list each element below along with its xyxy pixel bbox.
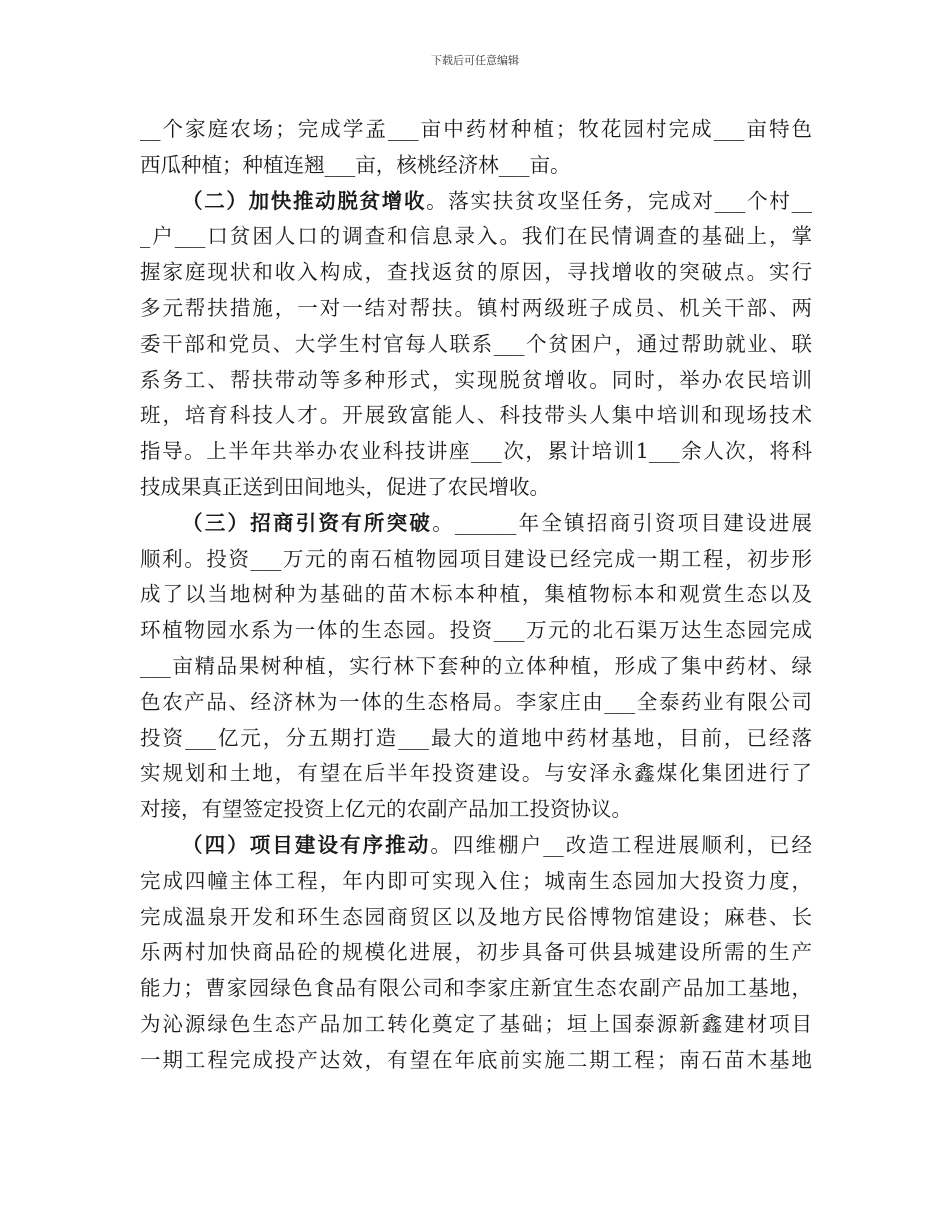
- paragraph-line: 色农产品、经济林为一体的生态格局。李家庄由___全泰药业有限公司: [140, 689, 812, 714]
- section-heading: （四）项目建设有序推动: [182, 832, 431, 857]
- paragraph-text: 。落实扶贫攻坚任务，完成对___个村__: [426, 188, 812, 213]
- paragraph-line: 系务工、帮扶带动等多种形式，实现脱贫增收。同时，举办农民培训: [140, 367, 812, 392]
- paragraph-line: [140, 184, 812, 220]
- page-header: 下载后可任意编辑: [431, 54, 519, 67]
- paragraph-line: 技成果真正送到田间地头，促进了农民增收。: [140, 474, 550, 499]
- paragraph-line: 乐两村加快商品砼的规模化进展，初步具备可供县城建设所需的生产: [140, 940, 812, 965]
- paragraph-line: 为沁源绿色生态产品加工转化奠定了基础；垣上国泰源新鑫建材项目: [140, 1011, 812, 1036]
- paragraph-line: ___亩精品果树种植，实行林下套种的立体种植，形成了集中药材、绿: [140, 653, 812, 678]
- paragraph-line: 顺利。投资___万元的南石植物园项目建设已经完成一期工程，初步形: [140, 546, 812, 571]
- paragraph-text: 。______年全镇招商引资项目建设进展: [432, 510, 812, 535]
- paragraph-line: 一期工程完成投产达效，有望在年底前实施二期工程；南石苗木基地: [140, 1047, 812, 1072]
- paragraph-line: 握家庭现状和收入构成，查找返贫的原因，寻找增收的突破点。实行: [140, 260, 812, 285]
- paragraph-line: 成了以当地树种为基础的苗木标本种植，集植物标本和观赏生态以及: [140, 582, 812, 607]
- paragraph-line: 环植物园水系为一体的生态园。投资___万元的北石渠万达生态园完成: [140, 618, 812, 643]
- paragraph-line: 委干部和党员、大学生村官每人联系___个贫困户，通过帮助就业、联: [140, 331, 812, 356]
- paragraph-line: 对接，有望签定投资上亿元的农副产品加工投资协议。: [140, 797, 632, 822]
- paragraph-line: 班，培育科技人才。开展致富能人、科技带头人集中培训和现场技术: [140, 403, 812, 428]
- paragraph-line: 实规划和土地，有望在后半年投资建设。与安泽永鑫煤化集团进行了: [140, 761, 812, 786]
- paragraph-text: 。四维棚户__改造工程进展顺利，已经: [430, 832, 812, 857]
- paragraph-line: __个家庭农场；完成学孟___亩中药材种植；牧花园村完成___亩特色: [140, 117, 812, 141]
- paragraph-line: 完成温泉开发和环生态园商贸区以及地方民俗博物馆建设；麻巷、长: [140, 904, 812, 929]
- paragraph-line: 多元帮扶措施，一对一结对帮扶。镇村两级班子成员、机关干部、两: [140, 295, 812, 320]
- paragraph-line: 完成四幢主体工程，年内即可实现入住；城南生态园加大投资力度，: [140, 868, 812, 893]
- section-heading: （二）加快推动脱贫增收: [182, 188, 427, 213]
- document-body: [140, 112, 812, 1079]
- paragraph-line: 能力；曹家园绿色食品有限公司和李家庄新宜生态农副产品加工基地，: [140, 976, 812, 1001]
- paragraph-line: [140, 506, 812, 542]
- paragraph-line: 指导。上半年共举办农业科技讲座___次，累计培训1___余人次，将科: [140, 439, 812, 464]
- paragraph-line: _户___口贫困人口的调查和信息录入。我们在民情调查的基础上，掌: [140, 224, 812, 249]
- paragraph-line: [140, 828, 812, 864]
- paragraph-line: 西瓜种植；种植连翘___亩，核桃经济林___亩。: [140, 152, 571, 177]
- paragraph-line: 投资___亿元，分五期打造___最大的道地中药材基地，目前，已经落: [140, 725, 812, 750]
- section-heading: （三）招商引资有所突破: [182, 510, 433, 535]
